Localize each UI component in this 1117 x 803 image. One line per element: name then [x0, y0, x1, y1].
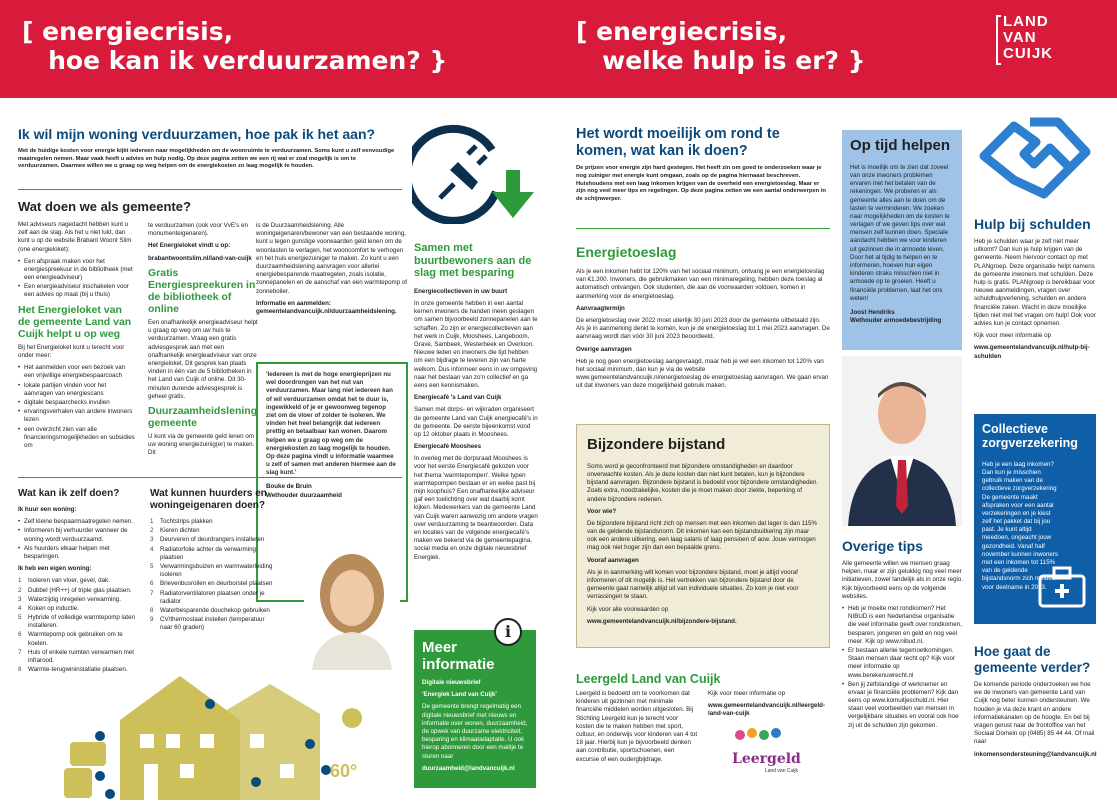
optijd-name: Joost Hendriks	[850, 308, 895, 316]
eigen-list	[18, 577, 140, 674]
huur-label: Ik huur een woning:	[18, 506, 77, 513]
leergeld-link[interactable]: www.gemeentelandvancuijk.nl/leergeld-land-van-cuijk	[708, 702, 826, 718]
cafe-cuijk-text: Samen met dorps- en wijkraden organiseert de gemeente Land van Cuijk energiecafé's in de gemeente. De eerste bijeenkomst vond op 12 oktober plaats in Mooshees.	[414, 406, 538, 438]
meer-title: Meer informatie	[422, 639, 495, 673]
huurders-heading: Wat kunnen huurders en woningeigenaren doen?	[150, 488, 267, 511]
zorg-text: Heb je een laag inkomen? Dan kun je misschien gebruik maken van de collectieve zorgverzekering De gemeente maakt afspraken voor een aantal verzekeringen en je kiest zelf het pakket dat bij jou past. Je kunt altijd meedoen, ongeacht jouw gezondheid. Vanaf half november kunnen inwoners met een inkomen tot 115% van de geldende bijstandsnorm zich melden voor deelname in 2023.	[982, 460, 1059, 591]
intro-left: Met de huidige kosten voor energie kijkt iedereen naar mogelijkheden om de woonruimte te verduurzamen. Soms kunt u zelf eenvoudige maatregelen nemen. Maar vaak heeft u advies en hulp nodig. Op deze pagina zetten we een rij wat er zoal mogelijk is om te verduurzamen. Daarmee willen we u graag op weg helpen om de energiekosten zo laag mogelijk te houden.	[18, 148, 395, 170]
tips-heading: Overige tips	[842, 538, 923, 554]
gratis-text: Een onafhankelijk energieadviseur helpt u graag op weg om uw huis te verduurzamen. Vraag een gratis adviesgesprek aan met een onafhankelijk energieadviseur van onze energieloket. Dit gesprek kan plaats vinden in één van de 5 bibliotheken in het Land van Cuijk of online. Dit 30-minuten durende adviesgesprek is geheel gratis.	[148, 319, 258, 400]
termijn-label: Aanvraagtermijn	[576, 304, 625, 312]
bijstand-link-label: Kijk voor alle voorwaarden op	[587, 605, 669, 613]
loket-text: Bij het Energieloket kunt u terecht voor onder meer:	[18, 343, 125, 359]
gemeente-heading: Wat doen we als gemeente?	[18, 199, 191, 214]
list-item: • Heb je moeite met rondkomen? Het NIBUD is een Nederlandse organisatie die veel informatie geeft over rondkomen, besparen, jongeren en geld en nog veel meer. Kijk op www.nibud.nl.	[842, 605, 964, 646]
tips-bullets	[842, 605, 964, 730]
toeslag-text: Als je een inkomen hebt tot 120% van het sociaal minimum, ontvang je een energietoeslag van €1.300. Inwoners, die gebruikmaken van een minimaregeling, hebben deze toeslag al automatisch ontvangen. Ook studenten, die aan de voorwaarden voldoen, komen in aanmerking voor de energietoeslag.	[576, 268, 825, 300]
lening-info[interactable]: Informatie en aanmelden: gemeentelandvancuijk.nl/duurzaamheidslening.	[256, 299, 397, 315]
leergeld-heading: Leergeld Land van Cuijk	[576, 672, 721, 686]
lening-cont-text: is de Duurzaamheidslening. Alle woningeigenaren/bewoner van een bestaande woning, kunt u tegen gunstige voorwaarden geld lenen om de woonlasten te verlagen, het wooncomfort te verhogen en het huis energiezuiniger te maken. Zo kunt u een duurzaamheidslening aanvragen voor allerlei energiebesparende maatregelen, zoals isolatie, zonnepanelen en de aanschaf van een warmtepomp of zonneboiler.	[256, 222, 408, 295]
cafe-moo-label: Energiecafé Mooshees	[414, 443, 482, 451]
hulp-heading: Hulp bij schulden	[974, 216, 1091, 232]
divider	[18, 477, 402, 478]
wethouder-photo-bouke	[304, 536, 400, 670]
lening-text: U kunt via de gemeente geld lenen om uw woning energiezuinig(er) te maken. Dit	[148, 433, 255, 457]
intro-right: De prijzen voor energie zijn hard gestegen. Het heeft zin om goed te onderzoeken waar je nog zuiniger met energie kunt omgaan, zoals op de pagina hiernaast beschreven. Huishoudens met een laag inkomen krijgen van de overheid een energietoeslag. Maar er zijn nog veel meer tips en regelingen. Op deze pagina zetten we een aantal onderwerpen in de schijnwerper.	[576, 165, 826, 202]
meer-text: De gemeente brengt regelmatig een digitale nieuwsbrief met nieuws en informatie over wonen, duurzaamheid, de opwek van duurzame elektriciteit, besparing en klimaatadaptatie. U ook hierop abonneren door een mailtje te sturen naar	[422, 703, 528, 760]
aanvragen-text: Heb je nog geen energietoeslag aangevraagd, maar heb je wel een inkomen tot 120% van het sociaal minimum, dan kun je via de website www.gemeentelandvancuijk.nl/energietoeslag de energietoeslag aanvragen. We gaan ervan uit dat inwoners van deze mogelijkheid gebruik maken.	[576, 357, 829, 390]
samen-heading: Samen met buurtbewoners aan de slag met besparing	[414, 242, 532, 280]
loket-heading: Het Energieloket van de gemeente Land van Cuijk helpt u op weg	[18, 303, 132, 340]
list-item: 3 Waterzijdig inregelen verwarming.	[18, 595, 121, 603]
termijn-text: De energietoeslag over 2022 moet uiterlijk 30 juni 2023 door de gemeente uitbetaald zijn. Als je in aanmerking denkt te komen, kun je de energietoeslag tot 1 mei 2023 aanvragen. De aanvraag wordt dan vóór 30 juni 2023 beoordeeld.	[576, 317, 830, 341]
main-heading-left: Ik wil mijn woning verduurzamen, hoe pak ik het aan?	[18, 126, 376, 142]
list-item: 5 Hybride of volledige warmtepomp laten installeren.	[18, 614, 135, 630]
bijzondere-bijstand-box	[576, 424, 830, 648]
optijd-role: Wethouder armoedebestrijding	[850, 317, 942, 325]
quote-role: Wethouder duurzaamheid	[266, 491, 342, 499]
bijstand-text: Soms word je geconfronteerd met bijzondere omstandigheden en daardoor onverwachte kosten. Als je deze kosten dan niet kunt betalen, kun je bijzondere bijstand aanvragen. Bijzondere bijstand is bedoeld voor bijzondere omstandigheden. Zoals extra, noodzakelijke, kosten die je moet maken door ziekte, beperking of andere bijzondere redenen.	[587, 462, 819, 503]
list-item: 7 Huis of enkele ruimten verwarmen met infrarood.	[18, 648, 134, 664]
list-item: • Het aanmelden voor een bezoek van een vrijwillige energiebespaarcoach	[18, 364, 136, 380]
bijstand-link[interactable]: www.gemeentelandvancuijk.nl/bijzondere-bijstand.	[587, 617, 737, 625]
hulp-more: Kijk voor meer informatie op	[974, 332, 1052, 340]
leergeld-text: Leergeld is bedoeld om te voorkomen dat kinderen uit gezinnen met minimale financiële middelen worden uitgesloten. Bij Stichting Leergeld kun je terecht voor kosten die te maken hebben met sport, cultuur, en onderwijs voor kinderen van 4 tot 18 jaar. Hierbij kun je bijvoorbeeld denken aan contributie, sportschoenen, een excursie of een oudergbijdrage.	[576, 690, 698, 763]
vooraf-text: Als je in aanmerking wilt komen voor bijzondere bijstand, moet je altijd vooraf informeren of dit mogelijk is. Het vertrekken van bijzondere bijstand door de gemeente gaat namelijk altijd uit van individuele situaties. Zo kom je niet voor verrassingen te staan.	[587, 568, 799, 601]
list-item: • digitale bespaarchecks invullen	[18, 399, 136, 407]
mid-link-label: Het Energieloket vindt u op:	[148, 242, 231, 250]
hulp-link[interactable]: www.gemeentelandvancuijk.nl/hulp-bij-schulden	[974, 344, 1090, 360]
verder-text: De komende periode onderzoeken we hoe we de inwoners van gemeente Land van Cuijk nog beter kunnen ondersteunen. We houden je via deze krant en andere informatiekanalen op de hoogte. En bel bij vragen gerust naar de frontoffice van het Sociaal Domein op (0485) 85 44 44. Of mail naar	[974, 681, 1095, 746]
quote-text: 'Iedereen is met de hoge energieprijzen nu wel doordrongen van het nut van verduurzamen. Maar lang niet iedereen kan of wil verduurzamen omdat het te duur is, ingewikkeld of je er gewoonweg tegenop ziet om de vloer of zolder te isoleren. We vinden het heel belangrijk dat iedereen prettig en betaalbaar kan wonen. Daarom helpen we u graag op weg om de energiekosten zo laag mogelijk te houden. Op deze pagina vindt u informatie waarmee u zelf of samen met anderen hiermee aan de slag kunt.'	[266, 371, 396, 477]
list-item: 4 Radiatorfolie achter de verwarming plaatsen	[150, 545, 256, 561]
wethouder-photo-joost	[842, 356, 962, 526]
handshake-icon	[974, 112, 1096, 200]
list-item: • Er bestaan allerlei tegemoetkomingen. Staan mensen daar recht op? Kijk voor meer informatie op www.berekenuwrecht.nl	[842, 647, 964, 680]
temperature-label: 60°	[330, 761, 358, 781]
list-item: 6 Warmtepomp ook gebruiken om te koelen.	[18, 631, 123, 647]
gemeente-bullets	[18, 258, 136, 300]
tips-intro: Alle gemeente willen we mensen graag helpen, maar er zijn gelukkig nog veel meer initiatieven, zowel landelijk als in onze regio. Kijk bijvoorbeeld eens op de volgende websites.	[842, 560, 964, 600]
info-icon: i	[494, 618, 522, 646]
list-item: 2 Dubbel (HR++) of triple glas plaatsen.	[18, 586, 132, 594]
list-item: 1 Tochtstrips plakken	[150, 518, 213, 525]
vooraf-label: Vooraf aanvragen	[587, 556, 639, 564]
list-item: 8 Waterbesparende douchekop gebruiken	[150, 606, 270, 614]
meer-informatie-box	[414, 622, 536, 788]
list-item: 7 Radiatorventilatoren plaatsen onder je radiator	[150, 589, 265, 605]
house-illustration	[60, 664, 366, 800]
collectief-label: Energiecollectieven in uw buurt	[414, 287, 508, 295]
bijstand-title: Bijzondere bijstand	[587, 436, 726, 453]
lening-heading: Duurzaamheidslening gemeente	[148, 404, 258, 429]
list-item: • Als huurders elkaar helpen met besparingen.	[18, 545, 140, 561]
list-item: • Informeren bij verhuurder wanneer de woning wordt verduurzaamd.	[18, 527, 140, 543]
mid-link[interactable]: brabantwoontslim.nl/land-van-cuijk	[148, 254, 252, 262]
collectieve-zorgverzekering-box	[974, 414, 1096, 624]
list-item: 1 Isoleren van vloer, gevel, dak.	[18, 577, 110, 585]
list-item: • ervaringsverhalen van andere inwoners lezen	[18, 408, 136, 424]
quote-name: Bouke de Bruin	[266, 483, 312, 491]
divider	[18, 189, 402, 190]
leergeld-logo: Leergeld Land van Cuijk	[732, 725, 812, 775]
optijd-text: Het is moeilijk om te zien dat zoveel van onze inwoners problemen ervaren met het betalen van de rekeningen. We proberen er als gemeente alles aan te doen om de lasten te verminderen. We zoeken naar mogelijkheden om de kosten te verlagen of we geven tips over wat mensen zelf kunnen doen. Speciale aandacht hebben we voor kinderen uit gezinnen die in armoede leven. Door het al tijdig te helpen en te informeren, hoeven hun eigen kinderen straks misschien niet in armoede op te groeien. Heeft u financiële problemen, laat het ons weten!	[850, 163, 950, 302]
list-item: 3 Deurveren of deurdrangers installeren	[150, 536, 265, 544]
collectief-text: In onze gemeente hebben in een aantal kernen inwoners de handen ineen geslagen om samen bijvoorbeeld zonnepanelen aan te schaffen. Zo zijn er energiecollectieven aan het werk in Cuijk, Mooshees, Langeboom, Grave, Sambeek, Westerbeek en Overloon. Nieuwe leden en inwoners die tijd hebben om een bijdrage te leveren zijn van harte welkom. Dus informeer eens in uw omgeving naar het bestaan van zo'n collectief en ga eens een kennismaken.	[414, 300, 538, 389]
meer-email[interactable]: duurzaamheid@landvancuijk.nl	[422, 764, 515, 772]
cafe-cuijk-label: Energiecafé 's Land van Cuijk	[414, 394, 502, 402]
list-item: • Ben jij zelfstandige of werknemer en ervaar je financiële problemen? Kijk dan eens op www.komuitjeschuld.nl. Hier staan veel voorbeelden van mensen in vergelijkbare situaties en vooral ook hoe zij uit de schulden zijn gekomen.	[842, 681, 964, 730]
toeslag-heading: Energietoeslag	[576, 244, 677, 260]
list-item: • Een energieadviseur inschakelen voor een advies op maat (bij u thuis)	[18, 283, 136, 299]
leergeld-more: Kijk voor meer informatie op	[708, 690, 786, 697]
loket-bullets	[18, 364, 136, 450]
list-item: • Een afspraak maken voor het energiespreekuur in de bibliotheek (met een energieadviseur)	[18, 258, 136, 283]
gratis-heading: Gratis Energiespreekuren in de bibliotheek of online	[148, 266, 256, 315]
verder-heading: Hoe gaat de gemeente verder?	[974, 644, 1091, 675]
cafe-moo-text: In overleg met de dorpsraad Mooshees is voor het eerste Energiecafé gekozen voor het thema 'warmtepompen'. Welke typen warmtepompen bestaan er en welke past bij mijn koophuis? Een onafhankelijke adviseur gaf een toelichting over wat daarbij komt kijken. Medewerkers van de gemeente Land van Cuijk waren aanwezig om andere vragen over verduurzaming te beantwoorden. Data en locaties van de volgende energiecafé's maken we bekend via de gemeentepagina, social media en onze digitale nieuwsbrief Energiek.	[414, 455, 538, 561]
hulp-text: Heb je schulden waar je zelf niet meer uitkomt? Dan kun je hulp krijgen van de gemeente. Neem hiervoor contact op met PLANgroep. Deze organisatie helpt namens de gemeente inwoners met schulden. Deze hulp is gratis. PLANgroep is bereikbaar voor nieuwe aanmeldingen, vragen over schuldhulpverlening, schulden en andere financiële zaken. Wacht in deze moeilijke tijden niet met het vragen om hulp! Ook voor advies kun je contact opnemen.	[974, 238, 1096, 327]
aanvragen-label: Overige aanvragen	[576, 345, 632, 353]
list-item: 4 Koken op inductie.	[18, 604, 79, 612]
list-item: 9 CV/thermostaat instellen (temperatuur naar 60 graden)	[150, 616, 265, 632]
list-item: 5 Verwarmingsbuizen en warmwaterleiding isoleren	[150, 562, 273, 579]
list-item: • lokale partijen vinden voor het aanvragen van energiescans	[18, 382, 136, 398]
list-item: 2 Kieren dichten	[150, 527, 200, 535]
optijd-title: Op tijd helpen	[850, 137, 950, 154]
huur-bullets	[18, 518, 140, 561]
list-item: • een overzicht zien van alle financieringsmogelijkheden en subsidies om	[18, 426, 136, 451]
land-van-cuijk-logo: LAND VAN CUIJK	[1003, 14, 1071, 66]
op-tijd-helpen-box	[842, 130, 962, 350]
wie-text: De bijzondere bijstand richt zich op mensen met een inkomen dat lager is dan 115% van de geldende bijstandsnorm. Dit inkomen kan een bijstandsuitkering zijn maar ook een andere uitkering, een laag salaris of laag pensioen of aow. Jouw vermogen mag ook niet hoger zijn dan een bepaalde grens.	[587, 519, 817, 552]
plug-icon	[412, 112, 540, 224]
header-title-left: [ energiecrisis, hoe kan ik verduurzamen? }	[22, 17, 448, 75]
list-item: 6 Brievenbusrollen en deurborstel plaatsen	[150, 580, 273, 588]
wie-label: Voor wie?	[587, 507, 617, 515]
suitcase-icon	[1036, 560, 1088, 612]
gemeente-text: Met adviseurs nagedacht hebben kunt u zelf aan de slag. Als het u niet lukt, dan kunt u op de website Brabant Woont Slim (one energieloket):	[18, 220, 132, 253]
eigen-label: Ik heb een eigen woning:	[18, 565, 92, 573]
zorg-title: Collectieve zorgverzekering	[982, 422, 1078, 451]
list-item: • Zelf kleine bespaarmaatregelen nemen.	[18, 518, 140, 526]
divider	[576, 228, 830, 229]
list-item: 8 Warmte-terugwininstallatie plaatsen.	[18, 666, 128, 674]
zelf-heading: Wat kan ik zelf doen?	[18, 488, 120, 499]
meer-sub: Digitale nieuwsbrief	[422, 679, 481, 686]
verder-email[interactable]: inkomensondersteuning@landvancuijk.nl	[974, 750, 1097, 758]
mid-text: te verduurzamen (ook voor VvE's en monumenteigenaren).	[148, 222, 248, 238]
huurders-list	[150, 518, 276, 632]
main-heading-right: Het wordt moeilijk om rond te komen, wat kan ik doen?	[576, 126, 780, 159]
meer-name: 'Energiek Land van Cuijk'	[422, 691, 497, 699]
header-title-right: [ energiecrisis, welke hulp is er? }	[576, 17, 866, 75]
